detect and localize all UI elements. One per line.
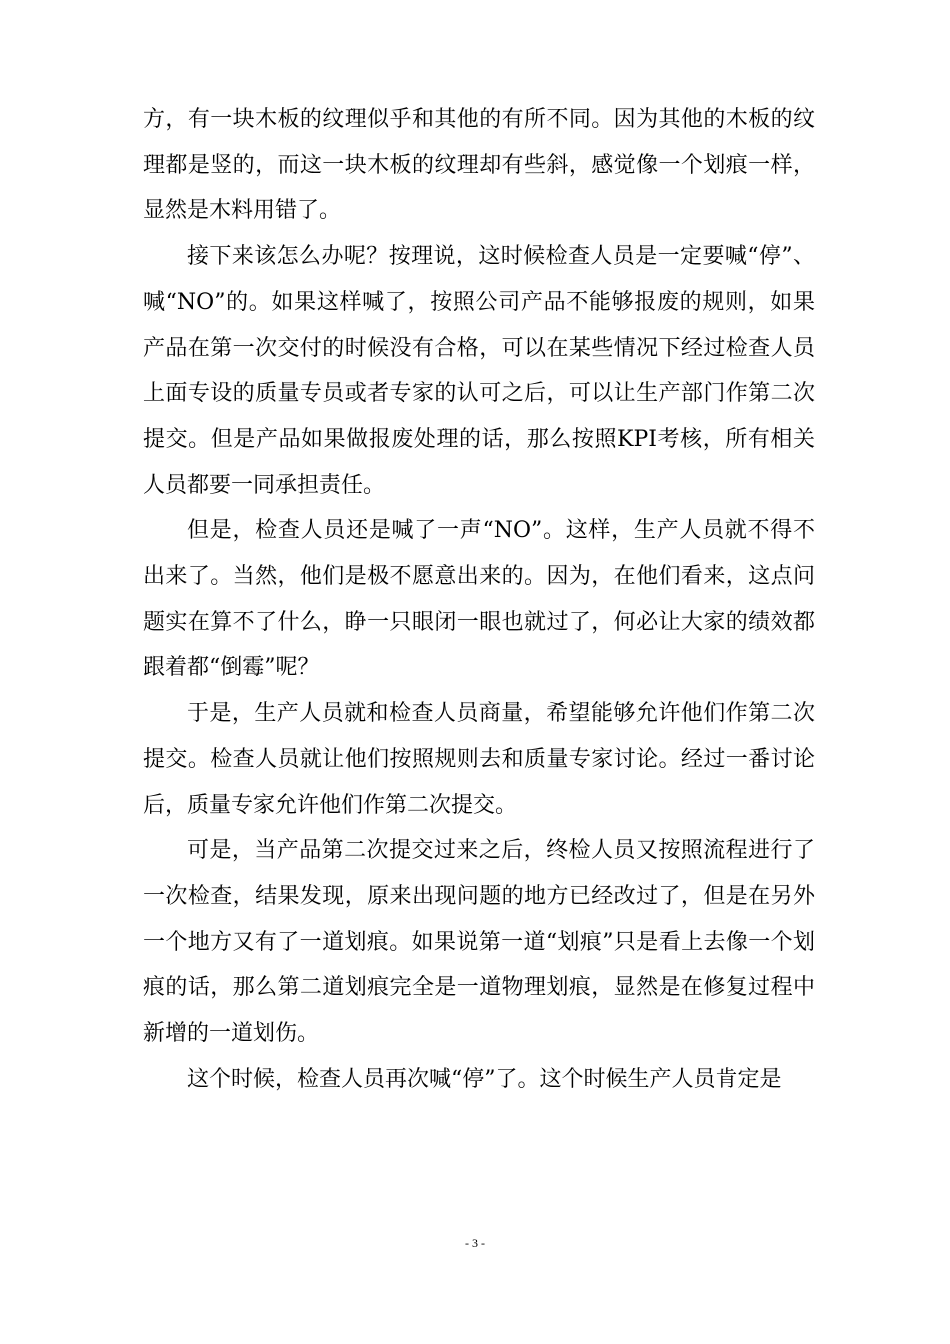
paragraph-6: 这个时候，检查人员再次喊“停”了。这个时候生产人员肯定是	[187, 1066, 782, 1092]
paragraph-5: 可是，当产品第二次提交过来之后，终检人员又按照流程进行了一次检查，结果发现，原来出现问题的地方已经改过了，但是在另外一个地方又有了一道划痕。如果说第一道“划痕”只是看上去像一个划痕的话，那么第二道划痕完全是一道物理划痕，显然是在修复过程中新增的一道划伤。	[143, 838, 815, 1047]
body-text	[143, 97, 815, 1102]
paragraph-3: 但是，检查人员还是喊了一声“NO”。这样，生产人员就不得不出来了。当然，他们是极不愿意出来的。因为，在他们看来，这点问题实在算不了什么，睁一只眼闭一眼也就过了，何必让大家的绩效都跟着都“倒霉”呢？	[143, 518, 815, 681]
page-number: - 3 -	[465, 1236, 485, 1250]
paragraph-4: 于是，生产人员就和检查人员商量，希望能够允许他们作第二次提交。检查人员就让他们按照规则去和质量专家讨论。经过一番讨论后，质量专家允许他们作第二次提交。	[143, 701, 815, 818]
paragraph-1: 方，有一块木板的纹理似乎和其他的有所不同。因为其他的木板的纹理都是竖的，而这一块木板的纹理却有些斜，感觉像一个划痕一样，显然是木料用错了。	[143, 107, 815, 224]
paragraph-2: 接下来该怎么办呢？按理说，这时候检查人员是一定要喊“停”、喊“NO”的。如果这样喊了，按照公司产品不能够报废的规则，如果产品在第一次交付的时候没有合格，可以在某些情况下经过检查人员上面专设的质量专员或者专家的认可之后，可以让生产部门作第二次提交。但是产品如果做报废处理的话，那么按照KPI考核，所有相关人员都要一同承担责任。	[143, 244, 815, 498]
